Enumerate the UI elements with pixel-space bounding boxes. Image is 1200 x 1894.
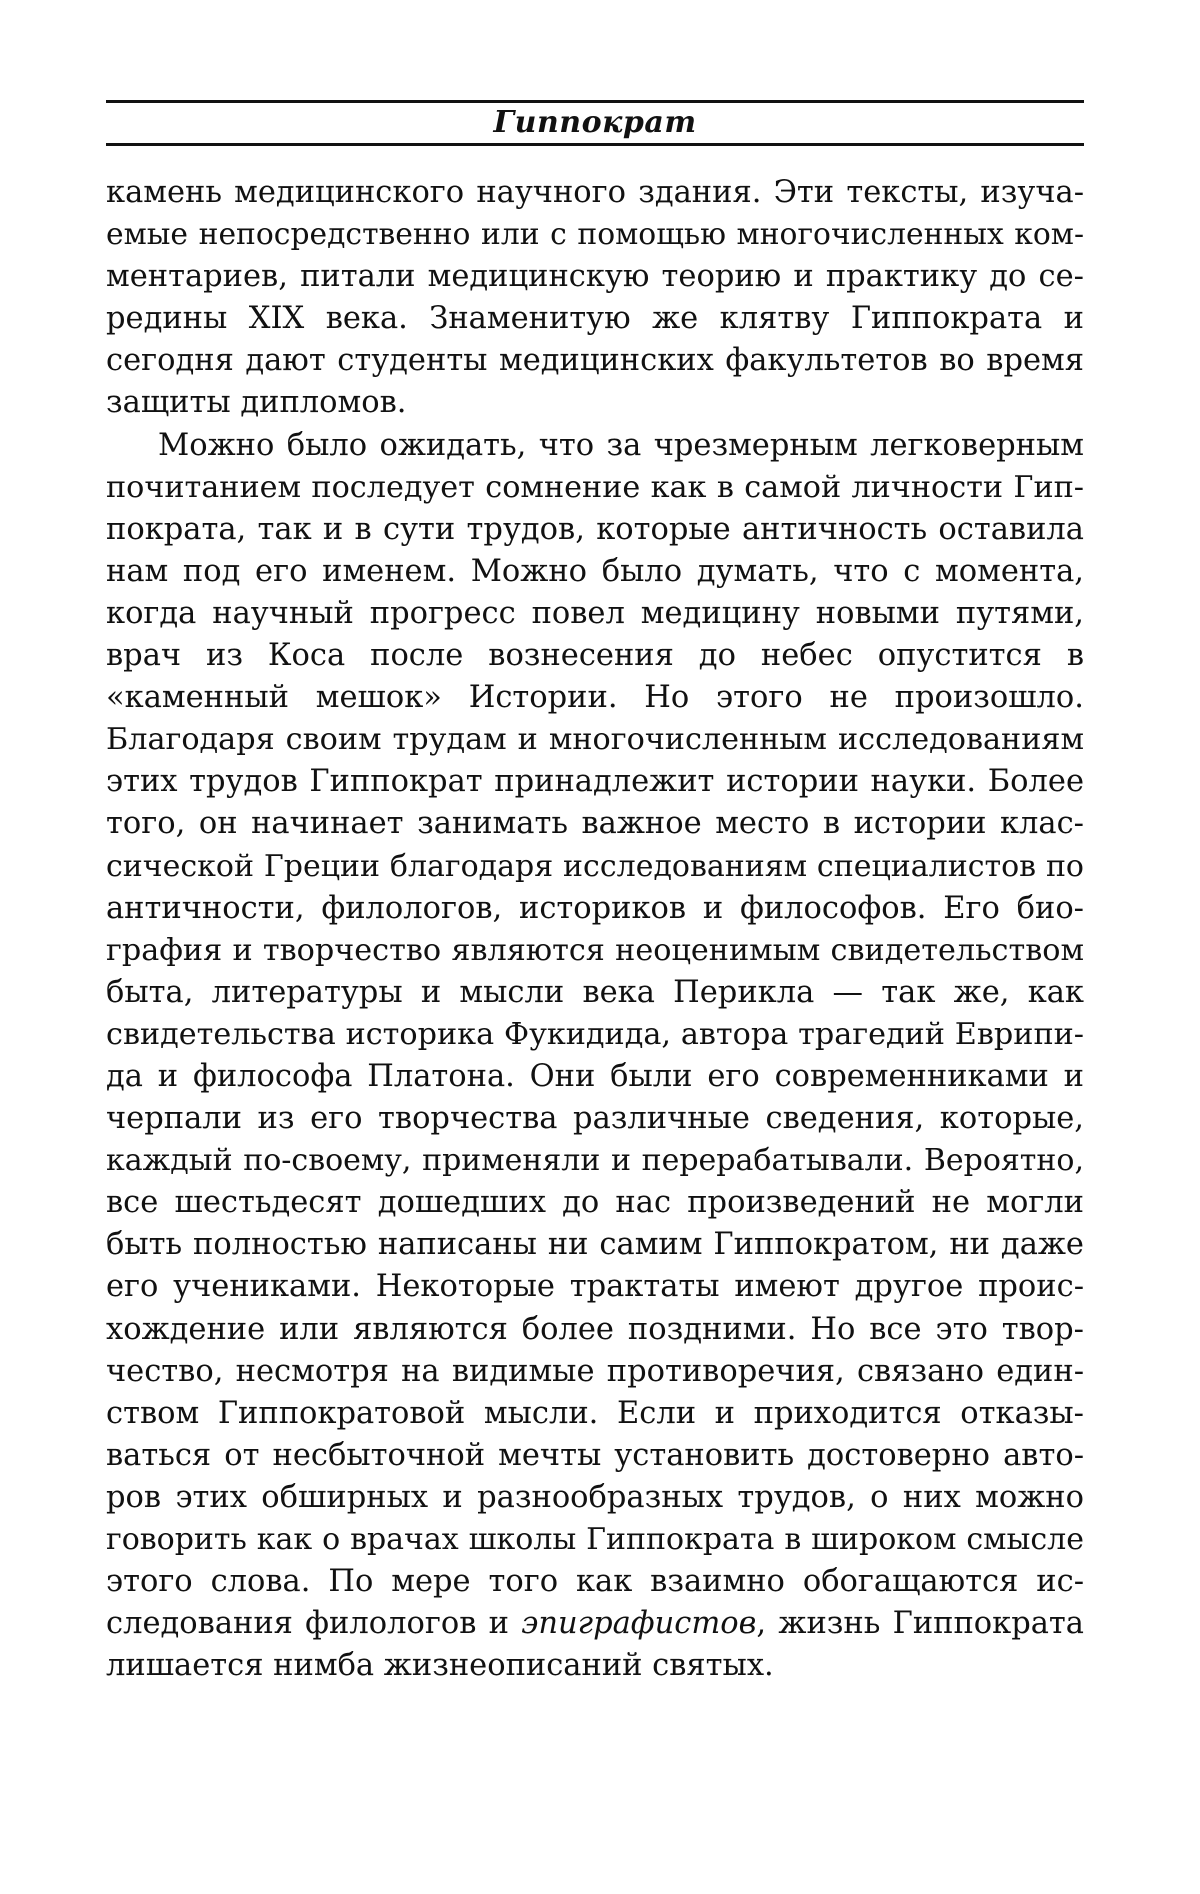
italic-term: эпиграфистов: [521, 1606, 757, 1642]
text-line: нам под его именем. Можно было думать, что с момента,: [106, 553, 1084, 589]
text-line: быта, литературы и мысли века Перикла — так же, как: [106, 974, 1084, 1010]
body-text: [106, 172, 1084, 1687]
text-line: «каменный мешок» Истории. Но этого не произошло.: [106, 680, 1084, 716]
text-line: каждый по-своему, применяли и перерабатывали. Вероятно,: [106, 1143, 1084, 1179]
text-line: быть полностью написаны ни самим Гиппократом, ни даже: [106, 1227, 1084, 1263]
text-line: свидетельства историка Фукидида, автора трагедий Еврипи-: [106, 1016, 1084, 1052]
text-line: емые непосредственно или с помощью многочисленных ком-: [106, 217, 1084, 253]
text-segment: следования филологов и: [106, 1606, 522, 1642]
text-line: этих трудов Гиппократ принадлежит истории науки. Более: [106, 764, 1084, 800]
text-line: когда научный прогресс повел медицину новыми путями,: [106, 595, 1084, 631]
text-line: его учениками. Некоторые трактаты имеют другое проис-: [106, 1269, 1084, 1305]
text-line: хождение или являются более поздними. Но все это твор-: [106, 1311, 1084, 1347]
running-header: [106, 100, 1084, 146]
text-line: почитанием последует сомнение как в самой личности Гип-: [106, 469, 1084, 505]
paragraph-1: [106, 172, 1084, 425]
text-line: графия и творчество являются неоценимым свидетельством: [106, 932, 1084, 968]
text-line: чество, несмотря на видимые противоречия, связано един-: [106, 1353, 1084, 1389]
text-segment: , жизнь Гиппократа: [756, 1606, 1084, 1642]
text-line: сической Греции благодаря исследованиям специалистов по: [106, 848, 1084, 884]
text-line: Можно было ожидать, что за чрезмерным легковерным: [158, 427, 1084, 463]
text-line: все шестьдесят дошедших до нас произведений не могли: [106, 1185, 1084, 1221]
text-line: этого слова. По мере того как взаимно обогащаются ис-: [106, 1564, 1084, 1600]
text-line: Благодаря своим трудам и многочисленным исследованиям: [106, 722, 1084, 758]
text-line: да и философа Платона. Они были его современниками и: [106, 1058, 1084, 1094]
header-bottom-rule: [106, 143, 1084, 146]
text-line: ваться от несбыточной мечты установить достоверно авто-: [106, 1437, 1084, 1473]
text-line: камень медицинского научного здания. Эти тексты, изуча-: [106, 175, 1084, 210]
text-line: защиты дипломов.: [106, 385, 407, 421]
text-line: того, он начинает занимать важное место в истории клас-: [106, 806, 1084, 842]
text-line: ментариев, питали медицинскую теорию и практику до се-: [106, 259, 1084, 295]
text-line-with-italic: [106, 1603, 1084, 1645]
running-title: Гиппократ: [493, 105, 697, 140]
text-line: ством Гиппократовой мысли. Если и приходится отказы-: [106, 1395, 1084, 1431]
text-line: черпали из его творчества различные сведения, которые,: [106, 1101, 1084, 1137]
text-line: античности, филологов, историков и философов. Его био-: [106, 890, 1084, 926]
text-line: говорить как о врачах школы Гиппократа в широком смысле: [106, 1522, 1084, 1557]
text-line: редины XIX века. Знаменитую же клятву Гиппократа и: [106, 301, 1084, 337]
text-line: ров этих обширных и разнообразных трудов, о них можно: [106, 1479, 1084, 1515]
text-line: пократа, так и в сути трудов, которые античность оставила: [106, 511, 1084, 547]
text-line: сегодня дают студенты медицинских факультетов во время: [106, 343, 1084, 379]
text-line: лишается нимба жизнеописаний святых.: [106, 1648, 774, 1684]
text-line: врач из Коса после вознесения до небес опустится в: [106, 638, 1084, 674]
paragraph-2: [106, 425, 1084, 1688]
